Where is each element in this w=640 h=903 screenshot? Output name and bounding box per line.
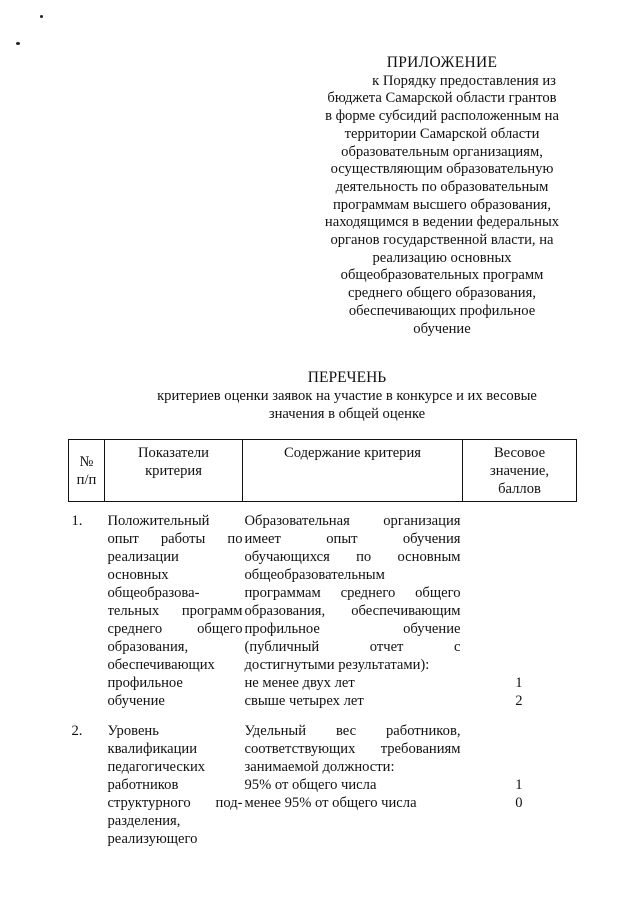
row-content-line: не менее двух лет [244,675,355,691]
appendix-line: в форме субсидий расположенным на [325,108,559,125]
scan-speck [40,15,43,18]
row-indicator-line: реализации [107,549,179,565]
row-indicator-line: структурного под- [107,795,243,811]
appendix-line: осуществляющим образовательную [330,161,554,178]
appendix-line: реализацию основных [372,249,512,266]
row-indicator-line: Положительный [107,513,210,529]
row-content-line: свыше четырех лет [244,693,364,709]
row-content-line: образования, обеспечивающим [244,603,461,619]
row-weight-line [463,530,523,548]
row-indicator-line: обучение [107,693,165,709]
row-weight-line [463,548,523,566]
row-weight [463,710,577,848]
row-content-line: соответствующих требованиям [244,741,461,757]
row-weight-line [463,656,523,674]
appendix-block [312,54,572,338]
row-weight-line: 1 [515,675,523,691]
row-content [243,502,463,711]
row-indicator-line: тельных программ [107,603,243,619]
row-indicator-line: образования, [107,639,189,655]
row-indicator-line: Уровень [107,723,159,739]
appendix-line: деятельность по образовательным [335,178,549,195]
row-weight-line [463,638,523,656]
row-weight-line: 1 [515,777,523,793]
appendix-line: территории Самарской области [344,125,540,142]
row-indicator-line: профильное [107,675,183,691]
row-weight-line [463,758,523,776]
row-content-line: достигнутыми результатами): [244,657,430,673]
row-weight-line [463,584,523,602]
list-subtitle-line-2: значения в общей оценке [268,406,426,422]
row-content-line: обучающихся по основным [244,549,461,565]
row-weight-line [463,602,523,620]
row-content-line: Удельный вес работников, [244,723,461,739]
list-title: ПЕРЕЧЕНЬ [307,369,387,386]
appendix-line: обучение [413,320,471,337]
appendix-line: к Порядку предоставления из [372,72,556,89]
criteria-table [68,439,577,848]
header-content: Содержание критерия [243,440,463,502]
row-indicator-line: работников [107,777,179,793]
row-number: 2. [71,723,83,739]
row-weight-line [463,566,523,584]
row-weight-line: 2 [515,693,523,709]
row-content-line: имеет опыт обучения [244,531,461,547]
row-weight-line: 0 [515,795,523,811]
row-indicator-line: разделения, [107,813,181,829]
list-heading [60,369,634,423]
appendix-line: обеспечивающих профильное [348,302,536,319]
appendix-line: программам высшего образования, [333,196,551,213]
row-indicator-line: среднего общего [107,621,243,637]
row-indicator [105,710,243,848]
header-indicator: Показатели критерия [105,440,243,502]
row-indicator-line: педагогических [107,759,206,775]
row-content-line: (публичный отчет с [244,639,461,655]
row-content [243,710,463,848]
table-row [69,502,577,711]
appendix-line: находящимся в ведении федеральных [324,214,560,231]
row-indicator-line: реализующего [107,831,198,847]
row-number: 1. [71,513,83,529]
table-header-row [69,440,577,502]
row-weight-line [463,722,523,740]
list-subtitle-line-1: критериев оценки заявок на участие в конкурсе и их весовые [157,388,537,404]
row-content-line: менее 95% от общего числа [244,795,417,811]
scan-speck [16,42,20,45]
appendix-line: бюджета Самарской области грантов [327,90,557,107]
header-weight: Весовое значение, баллов [463,440,577,502]
row-content-line: программам среднего общего [244,585,461,601]
appendix-line: общеобразовательных программ [340,267,544,284]
row-indicator-line: квалификации [107,741,198,757]
header-number: № п/п [69,440,105,502]
row-content-line: 95% от общего числа [244,777,377,793]
row-indicator-line: обеспечивающих [107,657,215,673]
row-indicator-line: общеобразова- [107,585,200,601]
appendix-line: органов государственной власти, на [330,232,554,249]
row-indicator-line: опыт работы по [107,531,243,547]
appendix-text [312,73,572,339]
row-content-line: занимаемой должности: [244,759,395,775]
row-weight [463,502,577,711]
row-content-line: профильное обучение [244,621,461,637]
row-weight-line [463,512,523,530]
row-indicator-line: основных [107,567,169,583]
row-indicator [105,502,243,711]
appendix-line: среднего общего образования, [348,285,536,302]
row-weight-line [463,740,523,758]
appendix-title: ПРИЛОЖЕНИЕ [386,54,498,71]
row-weight-line [463,620,523,638]
appendix-line: образовательным организациям, [341,143,543,160]
row-content-line: общеобразовательным [244,567,385,583]
row-content-line: Образовательная организация [244,513,461,529]
table-row [69,710,577,848]
